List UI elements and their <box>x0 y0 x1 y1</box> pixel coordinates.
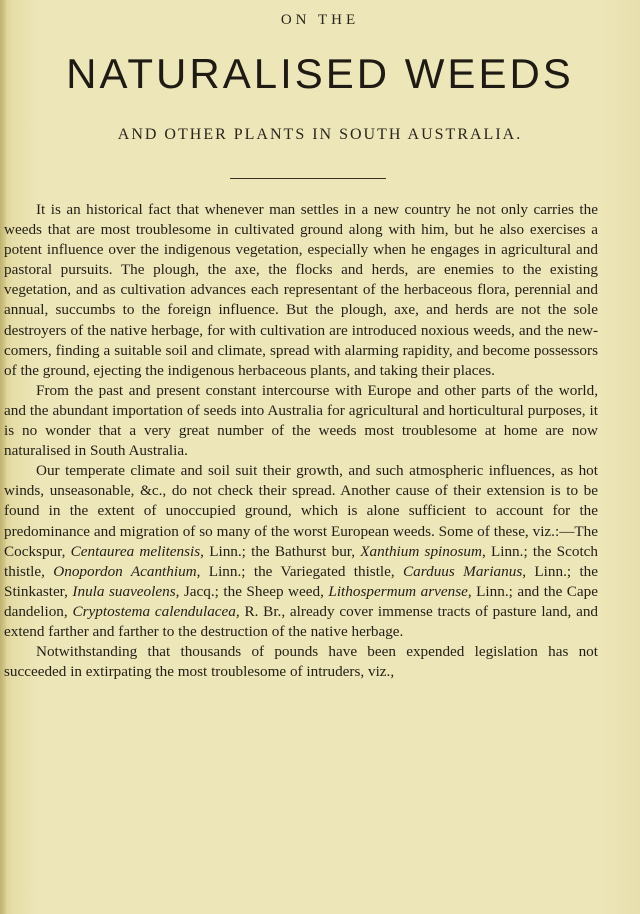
text-segment: , Linn.; the Bathurst bur, <box>200 542 361 560</box>
paragraph <box>4 642 598 682</box>
header-on-the: ON THE <box>280 12 360 28</box>
species-name: Lithospermum arvense <box>328 582 468 600</box>
text-segment: , Linn.; and the Cape dandelion, <box>4 582 598 620</box>
species-name: Cryptostema calendulacea <box>72 602 236 620</box>
text-segment: Our temperate climate and soil suit their growth, and such atmospheric influences, as hot winds, unseasonable, &c., do not check their spread. Another cause of their extension is to be found in the extent of unoccupied ground, which is alone sufficient to account for the predominance and migration of so many of the worst European weeds. Some of these, viz.:—The Cockspur, <box>4 462 598 560</box>
text-segment: It is an historical fact that whenever man settles in a new country he not only carries the weeds that are most troublesome in cultivated ground along with him, but he also exercises a potent influence over the indigenous vegetation, especially when he engages in agricultural and pastoral pursuits. The plough, the axe, the flocks and herds, are enemies to the existing vegetation, and as cultivation advances each representant of the herbaceous flora, perennial and annual, succumbs to the foreign influence. But the plough, axe, and herds are not the sole destroyers of the native herbage, for with cultivation are introduced noxious weeds, and the new-comers, finding a suitable soil and climate, spread with alarming rapidity, and become possessors of the ground, ejecting the indigenous herbaceous plants, and taking their places. <box>4 201 598 379</box>
text-segment: , Linn.; the Scotch thistle, <box>4 542 599 580</box>
text-segment: , Jacq.; the Sheep weed, <box>175 582 329 600</box>
species-name: Onopordon Acanthium <box>53 562 197 580</box>
page-title: NATURALISED WEEDS <box>66 50 574 97</box>
text-segment: , Linn.; the Stinkaster, <box>4 562 598 600</box>
species-name: Inula suaveolens <box>72 582 176 600</box>
species-name: Carduus Marianus <box>403 562 523 580</box>
paragraph <box>4 200 598 381</box>
title-divider <box>230 178 386 179</box>
text-segment: , Linn.; the Variegated thistle, <box>196 562 404 580</box>
paragraph <box>4 381 598 461</box>
species-name: Xanthium spinosum <box>360 542 482 560</box>
paragraph <box>4 461 598 642</box>
text-segment: , R. Br., already cover immense tracts of pasture land, and extend farther and farther to the destruction of the native herbage. <box>4 602 599 640</box>
text-segment: From the past and present constant intercourse with Europe and other parts of the world, and the abundant importation of seeds into Australia for agricultural and horticultural purposes, it is no wonder that a very great number of the weeds most troublesome at home are now naturalised in South Australia. <box>4 381 598 460</box>
species-name: Centaurea melitensis <box>70 542 201 560</box>
text-segment: Notwithstanding that thousands of pounds have been expended legislation has not succeeded in extirpating the most troublesome of intruders, viz., <box>4 643 598 681</box>
page-subtitle: AND OTHER PLANTS IN SOUTH AUSTRALIA. <box>117 126 523 143</box>
body-text <box>4 200 598 682</box>
